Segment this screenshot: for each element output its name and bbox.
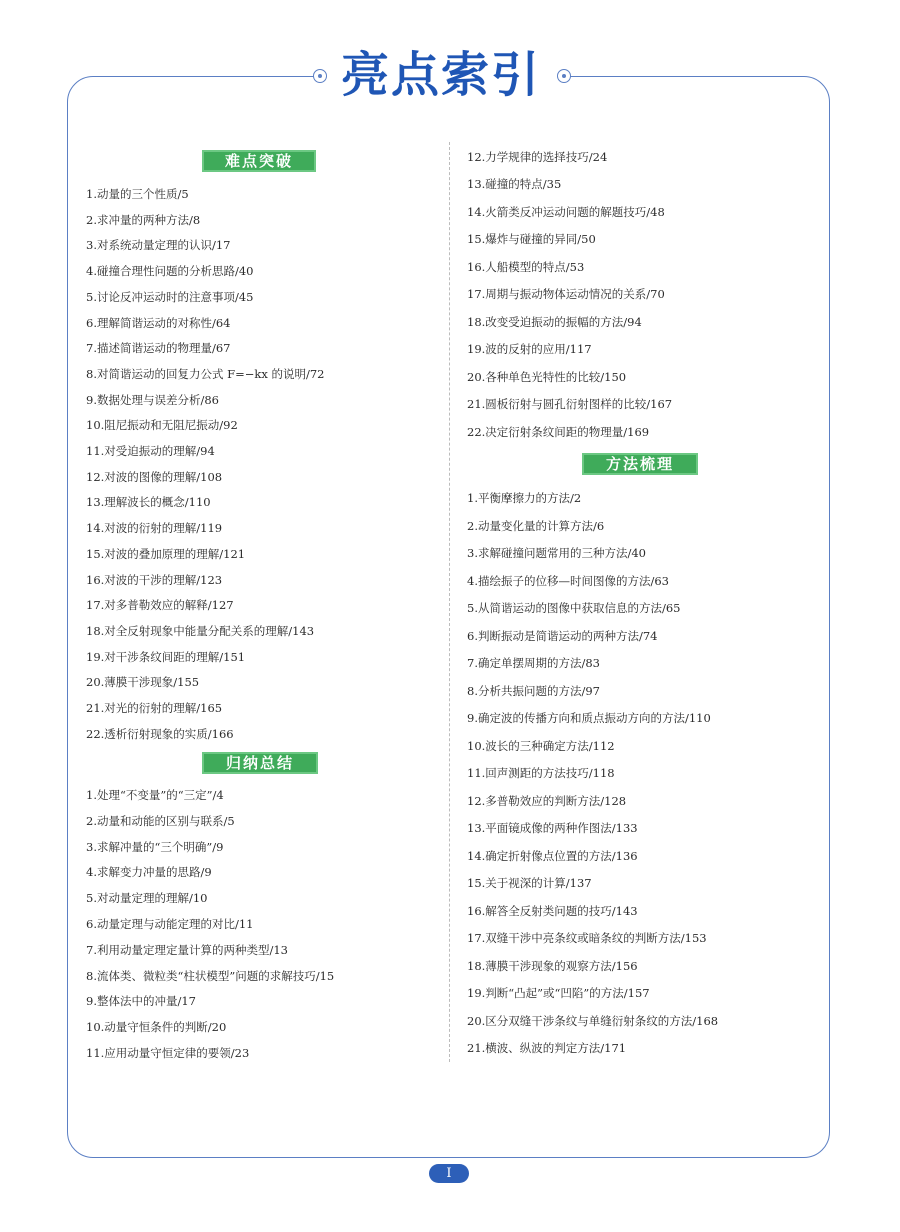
- index-entry: 3.对系统动量定理的认识/17: [86, 238, 231, 253]
- index-entry: 1.动量的三个性质/5: [86, 187, 189, 201]
- index-entry: 21.对光的衍射的理解/165: [86, 701, 223, 715]
- index-entry: 11.回声测距的方法技巧/118: [467, 766, 615, 780]
- index-entry: 9.数据处理与误差分析/86: [86, 392, 219, 407]
- index-entry: 16.解答全反射类问题的技巧/143: [467, 903, 638, 918]
- index-entry: 3.求解冲量的“三个明确”/9: [86, 839, 224, 854]
- index-entry: 10.波长的三种确定方法/112: [467, 738, 615, 753]
- index-entry: 20.各种单色光特性的比较/150: [467, 369, 627, 384]
- index-entry: 12.多普勒效应的判断方法/128: [467, 793, 627, 808]
- index-entry: 13.碰撞的特点/35: [467, 177, 562, 192]
- index-entry: 15.对波的叠加原理的理解/121: [86, 546, 246, 561]
- index-entry: 19.对干涉条纹间距的理解/151: [86, 649, 246, 664]
- index-entry: 13.平面镜成像的两种作图法/133: [467, 821, 638, 835]
- index-entry: 5.对动量定理的理解/10: [86, 891, 208, 906]
- index-entry: 1.处理“不变量”的“三定”/4: [86, 788, 224, 802]
- index-entry: 15.爆炸与碰撞的异同/50: [467, 232, 596, 247]
- index-entry: 8.流体类、微粒类“柱状模型”问题的求解技巧/15: [86, 968, 335, 983]
- index-entry: 17.双缝干涉中亮条纹或暗条纹的判断方法/153: [467, 931, 707, 945]
- index-entry: 2.求冲量的两种方法/8: [86, 212, 201, 227]
- index-entry: 20.薄膜干涉现象/155: [86, 675, 200, 690]
- index-entry: 13.理解波长的概念/110: [86, 495, 211, 510]
- index-entry: 19.波的反射的应用/117: [467, 342, 592, 357]
- index-entry: 5.讨论反冲运动时的注意事项/45: [86, 289, 254, 304]
- index-entry: 2.动量变化量的计算方法/6: [467, 518, 605, 533]
- index-entry: 4.求解变力冲量的思路/9: [86, 865, 212, 880]
- index-entry: 21.圆板衍射与圆孔衍射图样的比较/167: [467, 397, 673, 412]
- index-entry: 15.关于视深的计算/137: [467, 876, 592, 890]
- index-entry: 11.对受迫振动的理解/94: [86, 444, 215, 458]
- page-title: 亮点索引: [340, 47, 541, 103]
- index-entry: 4.描绘振子的位移—时间图像的方法/63: [467, 573, 669, 588]
- index-entry: 8.分析共振问题的方法/97: [467, 683, 600, 698]
- index-entry: 12.力学规律的选择技巧/24: [467, 150, 608, 164]
- index-entry: 18.改变受迫振动的振幅的方法/94: [467, 314, 642, 329]
- index-entry: 16.人船模型的特点/53: [467, 259, 585, 274]
- index-entry: 17.对多普勒效应的解释/127: [86, 598, 234, 613]
- page-number: I: [429, 1164, 469, 1183]
- index-entry: 14.对波的衍射的理解/119: [86, 521, 223, 536]
- index-entry: 3.求解碰撞问题常用的三种方法/40: [467, 546, 646, 560]
- section-heading: 难点突破: [202, 150, 316, 172]
- column-divider: [449, 142, 450, 1062]
- index-entry: 14.火箭类反冲运动问题的解题技巧/48: [467, 204, 665, 219]
- section-heading: 归纳总结: [202, 752, 318, 774]
- index-entry: 18.薄膜干涉现象的观察方法/156: [467, 958, 638, 973]
- index-entry: 1.平衡摩擦力的方法/2: [467, 491, 582, 505]
- index-entry: 7.确定单摆周期的方法/83: [467, 656, 600, 670]
- index-entry: 7.利用动量定理定量计算的两种类型/13: [86, 942, 288, 957]
- index-entry: 9.确定波的传播方向和质点振动方向的方法/110: [467, 711, 711, 725]
- index-entry: 17.周期与振动物体运动情况的关系/70: [467, 287, 665, 302]
- index-entry: 4.碰撞合理性问题的分析思路/40: [86, 264, 254, 279]
- index-entry: 5.从简谐运动的图像中获取信息的方法/65: [467, 601, 681, 615]
- index-entry: 6.理解简谐运动的对称性/64: [86, 315, 231, 330]
- index-entry: 8.对简谐运动的回复力公式 F=−kx 的说明/72: [86, 366, 325, 381]
- index-entry: 19.判断“凸起”或“凹陷”的方法/157: [467, 986, 650, 1000]
- index-entry: 18.对全反射现象中能量分配关系的理解/143: [86, 623, 315, 638]
- index-entry: 16.对波的干涉的理解/123: [86, 572, 223, 587]
- index-entry: 10.阻尼振动和无阻尼振动/92: [86, 418, 238, 433]
- index-entry: 6.判断振动是简谐运动的两种方法/74: [467, 628, 658, 643]
- index-entry: 9.整体法中的冲量/17: [86, 994, 196, 1009]
- index-entry: 12.对波的图像的理解/108: [86, 469, 223, 484]
- index-entry: 2.动量和动能的区别与联系/5: [86, 813, 235, 828]
- index-entry: 14.确定折射像点位置的方法/136: [467, 848, 638, 863]
- index-entry: 10.动量守恒条件的判断/20: [86, 1020, 227, 1035]
- index-entry: 22.透析衍射现象的实质/166: [86, 726, 234, 741]
- index-entry: 21.横波、纵波的判定方法/171: [467, 1041, 627, 1055]
- index-entry: 22.决定衍射条纹间距的物理量/169: [467, 424, 650, 439]
- index-entry: 20.区分双缝干涉条纹与单缝衍射条纹的方法/168: [467, 1013, 719, 1028]
- section-heading: 方法梳理: [582, 453, 698, 475]
- index-entry: 11.应用动量守恒定律的要领/23: [86, 1046, 250, 1060]
- index-entry: 7.描述简谐运动的物理量/67: [86, 341, 231, 356]
- index-entry: 6.动量定理与动能定理的对比/11: [86, 917, 254, 931]
